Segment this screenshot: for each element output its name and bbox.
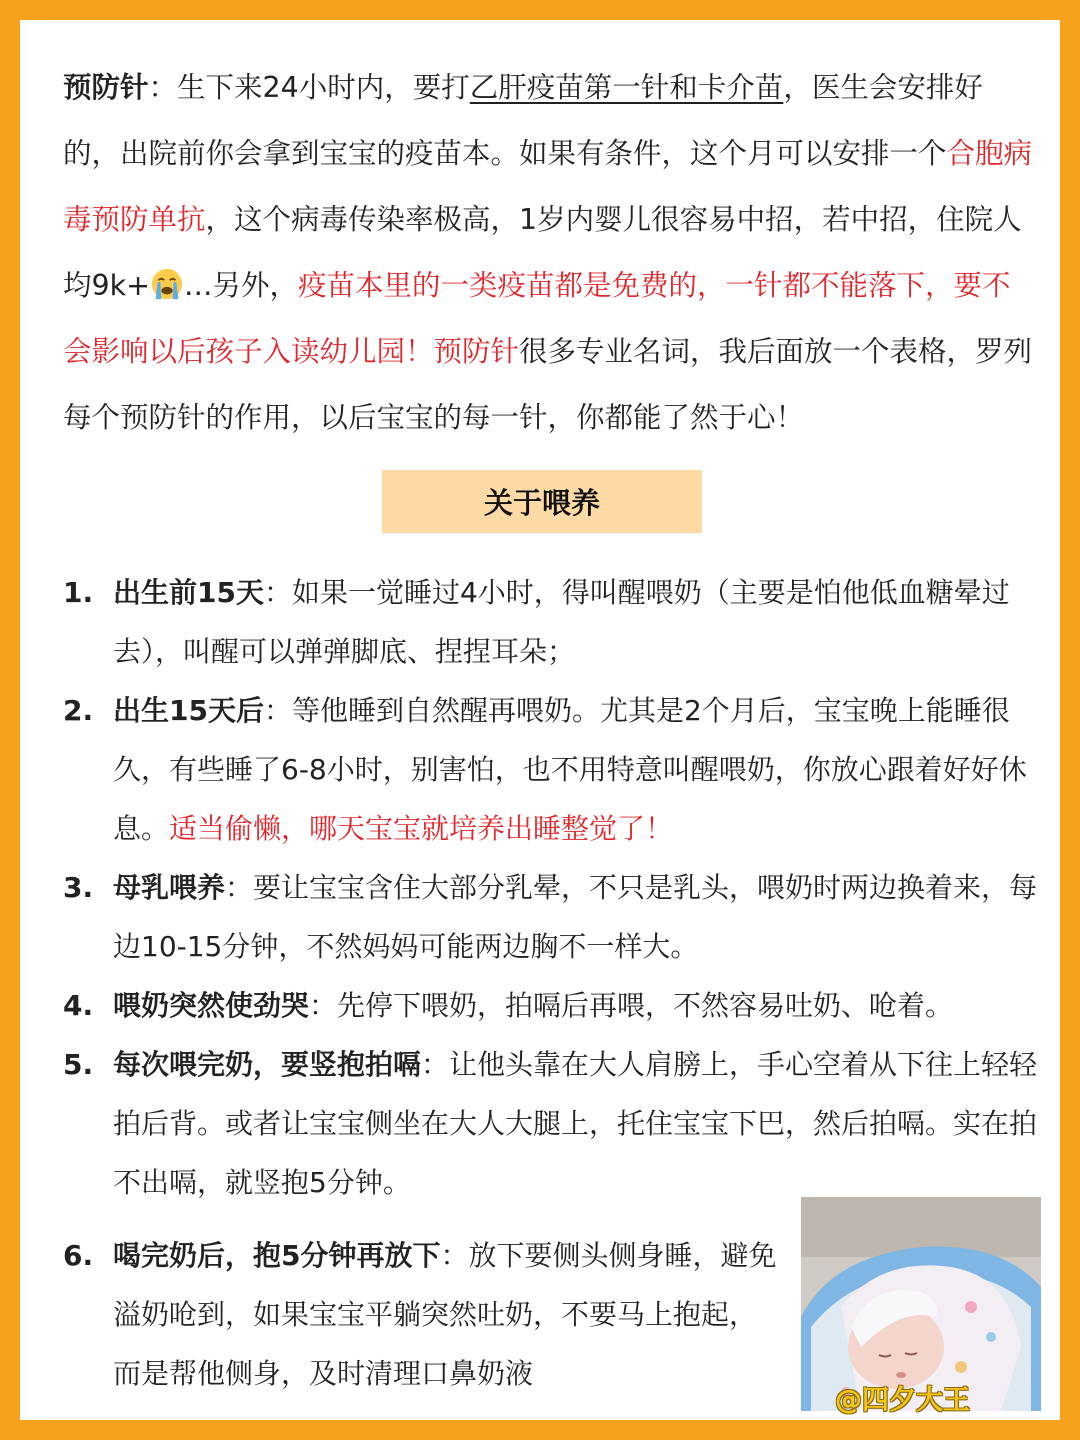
item-title: 喂奶突然使劲哭 (113, 989, 310, 1022)
intro-text: ：生下来24小时内，要打 (148, 71, 470, 104)
list-item (63, 858, 1038, 976)
item-number: 1. (63, 576, 94, 609)
list-item (63, 563, 1038, 681)
item-highlight: 适当偷懒，哪天宝宝就培养出睡整觉了！ (169, 812, 674, 845)
list-item (63, 1035, 1038, 1212)
item-number: 4. (63, 989, 94, 1022)
item-title: 出生前15天 (113, 576, 264, 609)
item-title: 母乳喂养 (113, 871, 226, 904)
list-item (63, 976, 1038, 1035)
intro-underlined-vaccines: 乙肝疫苗第一针和卡介苗 (469, 71, 784, 104)
item-title: 喝完奶后，抱5分钟再放下 (113, 1239, 441, 1272)
list-item (63, 1226, 783, 1403)
item-text: ：要让宝宝含住大部分乳晕，不只是乳头，喂奶时两边换着来，每边10-15分钟，不然妈妈可能两边胸不一样大。 (113, 871, 1038, 963)
section-title: 关于喂养 (382, 470, 702, 533)
item-number: 6. (63, 1239, 94, 1272)
intro-keyword: 预防针 (63, 71, 149, 104)
list-item (63, 681, 1038, 858)
item-number: 3. (63, 871, 94, 904)
intro-text: ，这个病毒传染率极高，1岁内婴儿很容易中招，若中招，住院人均9k+ (63, 203, 1022, 302)
crying-face-icon (150, 267, 184, 301)
intro-text: …另外， (184, 269, 299, 302)
intro-highlight-free-vaccines: 疫苗本里的一类疫苗都是免费的，一针都不能落下，要不会影响以后孩子入读幼儿园！预防针 (63, 269, 1011, 368)
item-text: ：放下要侧头侧身睡，避免溢奶呛到，如果宝宝平躺突然吐奶，不要马上抱起，而是帮他侧身，及时清理口鼻奶液 (113, 1239, 777, 1390)
item-title: 出生15天后 (113, 694, 264, 727)
intro-block (63, 55, 1033, 451)
item-number: 2. (63, 694, 94, 727)
intro-text: 很多专业名词，我后面放一个表格，罗列每个预防针的作用，以后宝宝的每一针，你都能了然于心！ (63, 335, 1033, 434)
watermark: @四夕大王 (835, 1385, 970, 1416)
item-text: ：让他头靠在大人肩膀上，手心空着从下往上轻轻拍后背。或者让宝宝侧坐在大人大腿上，托住宝宝下巴，然后拍嗝。实在拍不出嗝，就竖抱5分钟。 (113, 1048, 1038, 1199)
item-title: 每次喂完奶，要竖抱拍嗝 (113, 1048, 422, 1081)
item-text: ：等他睡到自然醒再喂奶。尤其是2个月后，宝宝晚上能睡很久，有些睡了6-8小时，别害怕，也不用特意叫醒喂奶，你放心跟着好好休息。 (113, 694, 1027, 845)
intro-text: ，医生会安排好的，出院前你会拿到宝宝的疫苗本。如果有条件，这个月可以安排一个 (63, 71, 983, 170)
intro-highlight-rsv: 合胞病毒预防单抗 (63, 137, 1033, 236)
item-text: ：如果一觉睡过4小时，得叫醒喂奶（主要是怕他低血糖晕过去），叫醒可以弹弹脚底、捏捏耳朵； (113, 576, 1010, 668)
intro-paragraph (63, 55, 1033, 451)
item-text: ：先停下喂奶，拍嗝后再喂，不然容易吐奶、呛着。 (309, 989, 954, 1022)
item-number: 5. (63, 1048, 94, 1081)
